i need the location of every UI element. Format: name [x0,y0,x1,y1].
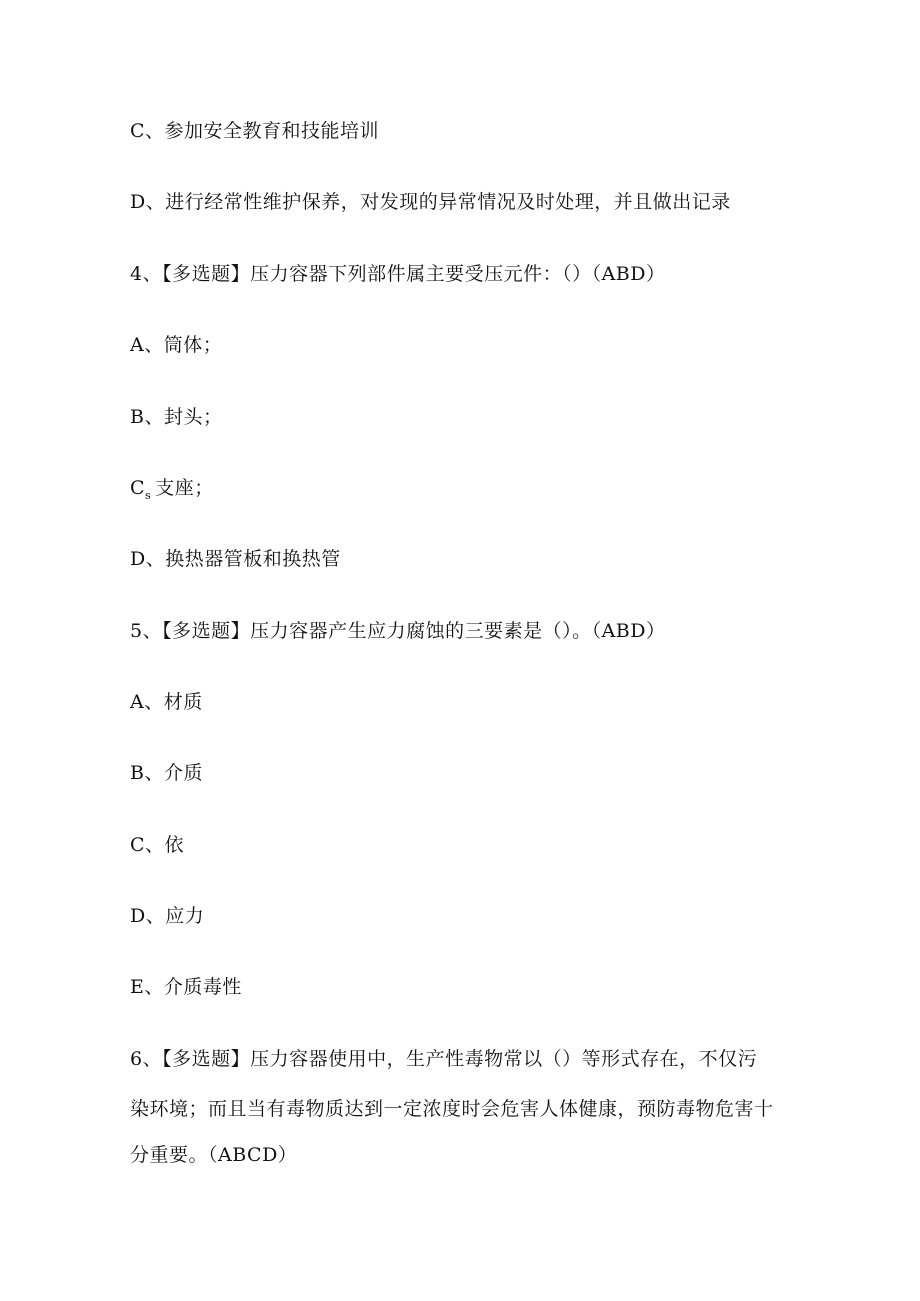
q4-option-c [130,475,810,509]
q6-question-line-2: 染环境；而且当有毒物质达到一定浓度时会危害人体健康，预防毒物危害十 [130,1098,774,1120]
q4-option-c-subscript: s [145,489,152,502]
q5-option-e: E、介质毒性 [130,976,242,998]
q6-question-line-1: 6、【多选题】压力容器使用中，生产性毒物常以（）等形式存在，不仅污 [130,1048,758,1070]
q5-option-c: C、依 [130,834,185,856]
q4-option-b: B、封头； [130,406,223,428]
q5-question: 5、【多选题】压力容器产生应力腐蚀的三要素是（）。（ABD） [130,620,666,642]
q6-question-line-3: 分重要。（ABCD） [130,1144,298,1166]
q4-option-d: D、换热器管板和换热管 [130,548,341,570]
q5-option-d: D、应力 [130,905,205,927]
q3-option-d: D、进行经常性维护保养，对发现的异常情况及时处理，并且做出记录 [130,191,731,213]
q4-option-a: A、筒体； [130,334,223,356]
q3-option-c: C、参加安全教育和技能培训 [130,120,380,142]
q4-question: 4、【多选题】压力容器下列部件属主要受压元件：（）（ABD） [130,263,666,285]
q4-option-c-letter: C [130,477,146,499]
q5-option-a: A、材质 [130,691,203,713]
q5-option-b: B、介质 [130,762,203,784]
q4-option-c-text: 支座； [155,477,214,499]
